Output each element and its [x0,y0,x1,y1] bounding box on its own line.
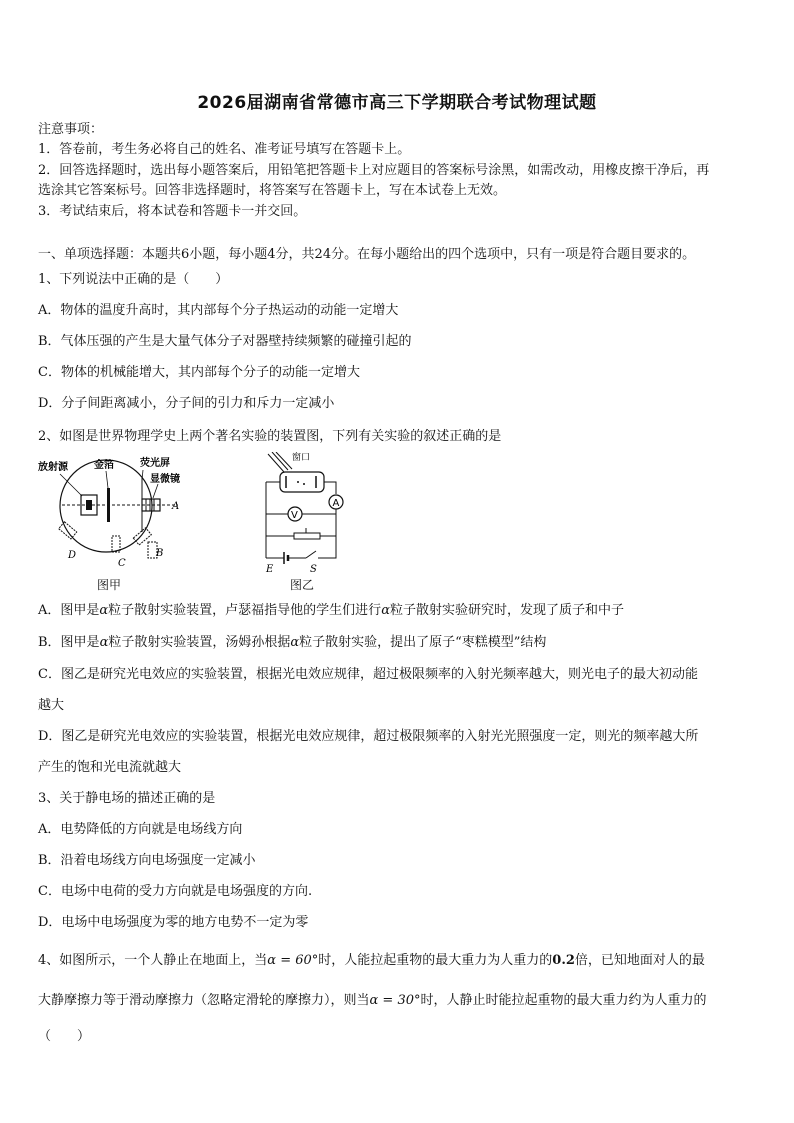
label-window: 窗口 [292,453,311,463]
section-heading: 一、单项选择题：本题共6小题，每小题4分，共24分。在每小题给出的四个选项中，只有一项是符合题目要求的。 [38,247,696,262]
q2-stem: 2、如图是世界物理学史上两个著名实验的装置图，下列有关实验的叙述正确的是 [38,429,502,444]
q2-option-a-post: 粒子散射实验研究时，发现了质子和中子 [389,603,624,618]
q4-factor: 0.2 [552,953,575,968]
label-screen: 荧光屏 [140,458,170,469]
label-d: D [68,550,77,561]
figure-alpha-scattering [38,456,188,596]
alpha-symbol: α [99,603,109,618]
q4-line-1 [38,952,758,970]
label-a: A [172,501,180,512]
q3-option-b: B．沿着电场线方向电场强度一定减小 [38,853,256,868]
q3-option-a: A．电势降低的方向就是电场线方向 [38,822,243,837]
q4-line-2 [38,992,758,1010]
q4-text: 时，人静止时能拉起重物的最大重力约为人重力的 [420,993,707,1008]
alpha-symbol: α [290,635,300,650]
q2-option-a-pre: A．图甲是 [38,603,100,618]
label-c: C [118,558,126,569]
q2-option-a-mid: 粒子散射实验装置，卢瑟福指导他的学生们进行 [108,603,382,618]
q2-option-b-post: 粒子散射实验，提出了原子“枣糕模型”结构 [299,635,547,650]
label-e: E [266,564,274,574]
q2-option-a [38,602,758,620]
label-ammeter: A [332,498,340,509]
q1-option-a: A．物体的温度升高时，其内部每个分子热运动的动能一定增大 [38,303,399,318]
q3-option-c: C．电场中电荷的受力方向就是电场强度的方向. [38,884,313,899]
q4-angle-60: α = 60° [267,953,319,968]
q1-option-d: D．分子间距离减小，分子间的引力和斥力一定减小 [38,396,335,411]
q4-text: 大静摩擦力等于滑动摩擦力（忽略定滑轮的摩擦力），则当 [38,993,370,1008]
notice-item-1: 1．答卷前，考生务必将自己的姓名、准考证号填写在答题卡上。 [38,142,411,157]
notice-header: 注意事项： [38,122,104,137]
q2-option-d-cont: 产生的饱和光电流就越大 [38,760,182,775]
q4-text: 倍，已知地面对人的最 [574,953,705,968]
q1-option-c: C．物体的机械能增大，其内部每个分子的动能一定增大 [38,365,360,380]
q4-text: 4、如图所示，一个人静止在地面上，当 [38,953,268,968]
q3-stem: 3、关于静电场的描述正确的是 [38,791,216,806]
figure-photoelectric-caption: 图乙 [290,578,315,592]
q2-option-c-cont: 越大 [38,698,65,713]
q1-option-b: B．气体压强的产生是大量气体分子对器壁持续频繁的碰撞引起的 [38,334,412,349]
q4-text: 时，人能拉起重物的最大重力为人重力的 [318,953,553,968]
figure-alpha-caption: 图甲 [97,578,122,592]
q2-option-b [38,634,758,652]
label-voltmeter: V [291,510,298,521]
label-microscope: 显微镜 [150,474,180,485]
q3-option-d: D．电场中电场强度为零的地方电势不一定为零 [38,915,309,930]
page-title: 2026届湖南省常德市高三下学期联合考试物理试题 [197,93,597,113]
figure-photoelectric [254,452,364,574]
q4-answer-blank: （ ） [38,1029,91,1044]
label-source: 放射源 [38,462,68,473]
q2-option-c: C．图乙是研究光电效应的实验装置，根据光电效应规律，超过极限频率的入射光频率越大，则光电子的最大初动能 [38,667,698,682]
q2-option-b-pre: B．图甲是 [38,635,100,650]
label-s: S [310,564,317,574]
q2-option-d: D．图乙是研究光电效应的实验装置，根据光电效应规律，超过极限频率的入射光光照强度一定，则光的频率越大所 [38,729,699,744]
alpha-symbol: α [381,603,390,618]
notice-item-2-cont: 选涂其它答案标号。回答非选择题时，将答案写在答题卡上，写在本试卷上无效。 [38,183,507,198]
label-b: B [156,548,164,559]
notice-item-3: 3．考试结束后，将本试卷和答题卡一并交回。 [38,204,307,219]
label-foil: 金箔 [94,460,114,471]
notice-item-2: 2．回答选择题时，选出每小题答案后，用铅笔把答题卡上对应题目的答案标号涂黑，如需改动，用橡皮擦干净后，再 [38,163,710,178]
alpha-symbol: α [99,635,109,650]
q1-stem: 1、下列说法中正确的是（ ） [38,272,229,287]
q4-angle-30: α = 30° [369,993,421,1008]
q2-option-b-mid: 粒子散射实验装置，汤姆孙根据 [108,635,291,650]
